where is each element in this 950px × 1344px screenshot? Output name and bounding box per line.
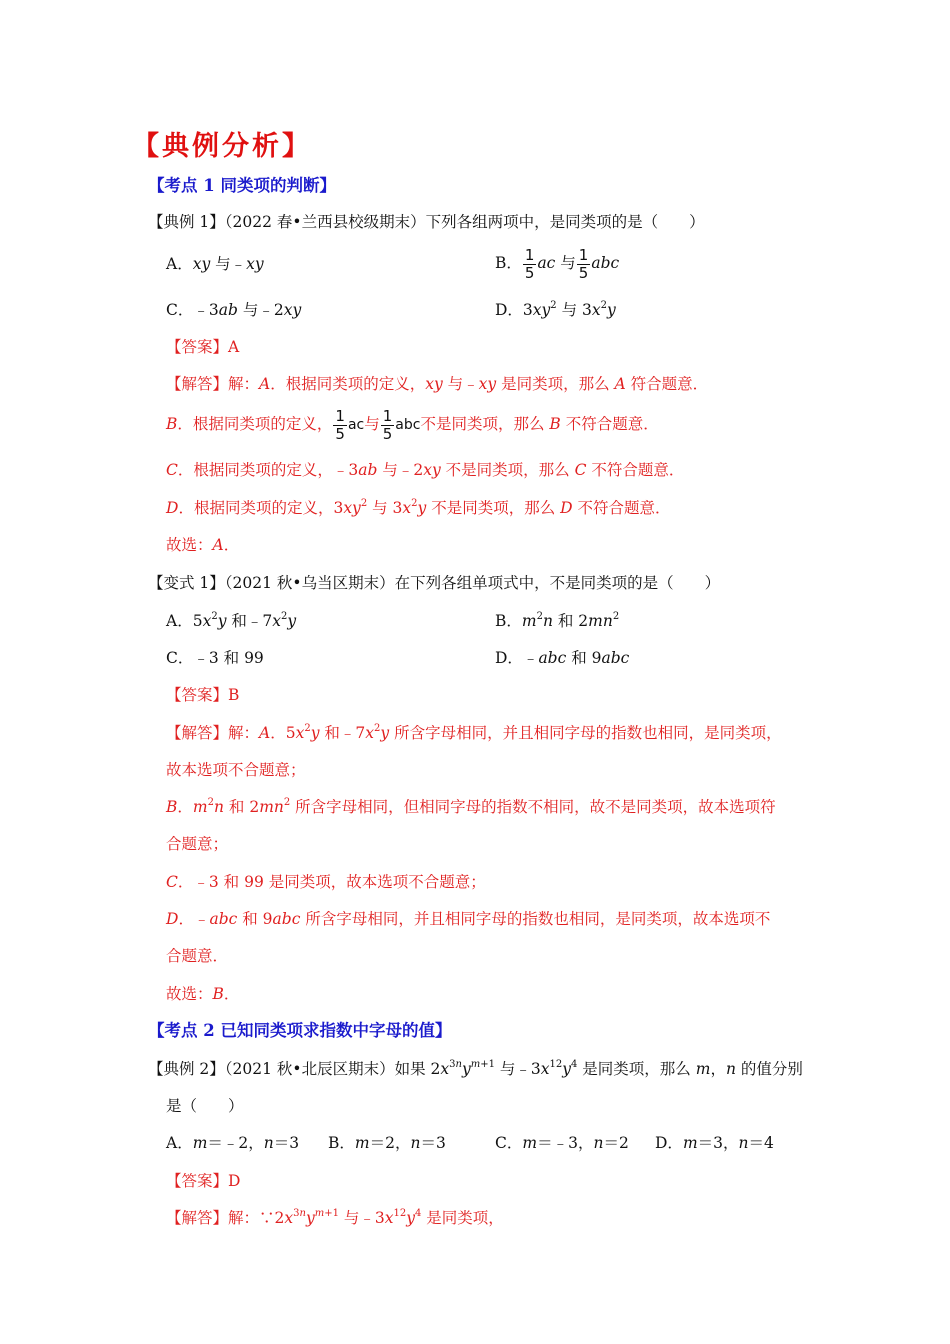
example-1-answer: 【答案】A — [166, 338, 240, 356]
example-1-explanation-c: C．根据同类项的定义，﹣3ab 与﹣2xy 不是同类项，那么 C 不符合题意． — [166, 461, 685, 479]
example-1-explanation-b: B．根据同类项的定义， $\frac{1}{5}$ ac与 $\frac{1}{5}$ abc不是同类项，那么 B 不符合题意． — [166, 406, 659, 443]
fraction-one-fifth: $\frac{1}{5}$ — [578, 245, 589, 282]
example-1-text: 下列各组两项中，是同类项的是（ ） — [425, 213, 705, 231]
example-1-option-b: B． $\frac{1}{5}$ ac 与 $\frac{1}{5}$ abc — [495, 245, 620, 282]
knowledge-point-2-title: 【考点 2 已知同类项求指数中字母的值】 — [148, 1021, 452, 1040]
variant-1-explanation-c: C．﹣3 和 99 是同类项，故本选项不合题意； — [166, 873, 486, 891]
example-1-option-a: A．xy 与﹣xy — [166, 255, 264, 273]
example-2-source: （2021 秋•北辰区期末） — [224, 1060, 395, 1078]
example-1-source: （2022 春•兰西县校级期末） — [224, 213, 426, 231]
example-2-option-d: D．m＝3，n＝4 — [655, 1134, 774, 1152]
variant-1-option-a: A．$5x^2y$ 和$﹣7x^2y$ — [166, 610, 297, 630]
example-1-tag: 【典例 1】 — [148, 213, 225, 231]
example-1-option-c: C．﹣3ab 与﹣2xy — [166, 301, 302, 319]
variant-1-source: （2021 秋•乌当区期末） — [224, 574, 395, 592]
knowledge-point-1-title: 【考点 1 同类项的判断】 — [148, 176, 336, 195]
variant-1-text: 在下列各组单项式中，不是同类项的是（ ） — [394, 574, 721, 592]
example-1-explanation-d: D．根据同类项的定义，$3xy^2$ 与 $3x^2y$ 不是同类项，那么 D 不符合题意． — [166, 497, 671, 517]
fraction-one-fifth: $\frac{1}{5}$ — [335, 406, 345, 443]
variant-1-explanation-a-line1: 【解答】解：A．$5x^2y$ 和$﹣7x^2y$ 所含字母相同，并且相同字母的指数也相同，是同类项， — [166, 722, 782, 742]
variant-1-explanation-d-line2: 合题意． — [166, 947, 229, 965]
variant-1-question — [148, 573, 720, 593]
fraction-one-fifth: $\frac{1}{5}$ — [382, 406, 393, 443]
variant-1-tag: 【变式 1】 — [148, 574, 225, 592]
variant-1-option-b: B．$m^2n$ 和 $2mn^2$ — [495, 610, 620, 630]
example-2-answer: 【答案】D — [166, 1172, 241, 1190]
example-2-tag: 【典例 2】 — [148, 1060, 225, 1078]
example-1-explanation-a: 【解答】解：A．根据同类项的定义，xy 与﹣xy 是同类项，那么 A 符合题意． — [166, 375, 709, 393]
example-2-question-line1: 【典例 2】（2021 秋•北辰区期末）如果 $2x^{3n}y^{m+1}$ 与$﹣3x^{12}y^4$ 是同类项，那么 m，n 的值分别 — [148, 1058, 803, 1078]
fraction-one-fifth: $\frac{1}{5}$ — [524, 245, 535, 282]
variant-1-choice: 故选：B． — [166, 985, 240, 1003]
variant-1-answer: 【答案】B — [166, 686, 240, 704]
variant-1-option-c: C．﹣3 和 99 — [166, 649, 264, 667]
example-1-choice: 故选：A． — [166, 536, 240, 554]
example-1-option-d: D．$3xy^2$ 与 $3x^2y$ — [495, 299, 616, 319]
example-2-option-c: C．m＝﹣3，n＝2 — [495, 1134, 629, 1152]
example-2-explanation: 【解答】解：$\because 2x^{3n}y^{m+1}$ 与$﹣3x^{12}y^4$ 是同类项， — [166, 1207, 504, 1227]
variant-1-option-d: D．﹣abc 和 9abc — [495, 649, 630, 667]
variant-1-explanation-b-line2: 合题意； — [166, 835, 229, 853]
example-1-question — [148, 212, 705, 232]
example-2-option-a: A．m＝﹣2，n＝3 — [166, 1134, 300, 1152]
section-title: 【典例分析】 — [132, 131, 312, 162]
example-2-option-b: B．m＝2，n＝3 — [328, 1134, 446, 1152]
variant-1-explanation-a-line2: 故本选项不合题意； — [166, 761, 306, 779]
variant-1-explanation-b-line1: B．$m^2n$ 和 $2mn^2$ 所含字母相同，但相同字母的指数不相同，故不是同类项，故本选项符 — [166, 796, 776, 816]
variant-1-explanation-d-line1: D．﹣abc 和 9abc 所含字母相同，并且相同字母的指数也相同，是同类项，故本选项不 — [166, 910, 771, 928]
example-2-question-line2: 是（ ） — [166, 1097, 244, 1115]
